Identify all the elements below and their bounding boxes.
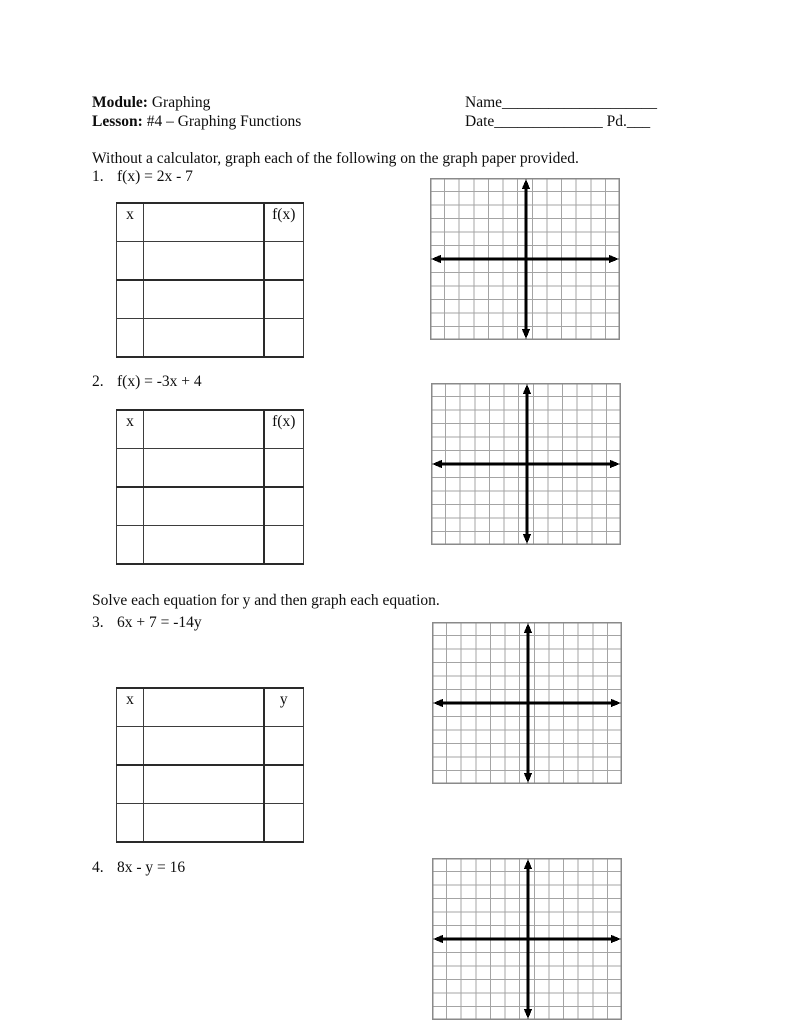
table-3-x-header: x (117, 688, 144, 727)
module-line (92, 93, 301, 112)
problem-2-number: 2. (92, 373, 104, 390)
coordinate-grid-4 (432, 858, 622, 1020)
problem-1-equation: f(x) = 2x - 7 (117, 168, 193, 185)
table-2-fx-header: f(x) (264, 410, 304, 449)
table-row (117, 319, 304, 358)
problem-3-statement (92, 613, 202, 632)
grid-svg (432, 858, 622, 1020)
coordinate-grid-2 (431, 383, 621, 545)
instructions-graphing: Without a calculator, graph each of the following on the graph paper provided. (92, 150, 579, 167)
table-1-mid-cell (144, 203, 264, 242)
instructions-solve-for-y: Solve each equation for y and then graph each equation. (92, 592, 440, 609)
problem-4-equation: 8x - y = 16 (117, 859, 186, 876)
table-row (117, 765, 304, 804)
problem-2-equation: f(x) = -3x + 4 (117, 373, 202, 390)
table-row (117, 804, 304, 843)
table-2-x-header: x (117, 410, 144, 449)
lesson-label: Lesson: (92, 113, 143, 130)
table-header-row (117, 688, 304, 727)
table-1-fx-header: f(x) (264, 203, 304, 242)
header-right (465, 93, 657, 131)
problem-4-statement (92, 858, 185, 877)
problem-2-statement (92, 372, 202, 391)
table-3-mid-cell (144, 688, 264, 727)
table-row (117, 449, 304, 488)
problem-3-equation: 6x + 7 = -14y (117, 614, 202, 631)
problem-4-number: 4. (92, 859, 104, 876)
table-header-row (117, 410, 304, 449)
grid-svg (431, 383, 621, 545)
table-row (117, 487, 304, 526)
problem-3-number: 3. (92, 614, 104, 631)
problem-1-number: 1. (92, 168, 104, 185)
module-value: Graphing (151, 94, 211, 111)
problem-1-statement (92, 167, 193, 186)
lesson-value: #4 – Graphing Functions (146, 113, 302, 130)
header-left (92, 93, 301, 131)
coordinate-grid-3 (432, 622, 622, 784)
table-row (117, 280, 304, 319)
table-row (117, 727, 304, 766)
values-table-3 (116, 687, 304, 843)
table-row (117, 242, 304, 281)
date-pd-blank-line: Date______________ Pd.___ (465, 113, 651, 130)
table-header-row (117, 203, 304, 242)
module-label: Module: (92, 94, 148, 111)
table-row (117, 526, 304, 565)
grid-svg (432, 622, 622, 784)
lesson-line (92, 112, 301, 131)
name-blank-line: Name____________________ (465, 94, 658, 111)
grid-svg (430, 178, 620, 340)
table-2-mid-cell (144, 410, 264, 449)
coordinate-grid-1 (430, 178, 620, 340)
values-table-2 (116, 409, 304, 565)
values-table-1 (116, 202, 304, 358)
table-3-y-header: y (264, 688, 304, 727)
table-1-x-header: x (117, 203, 144, 242)
